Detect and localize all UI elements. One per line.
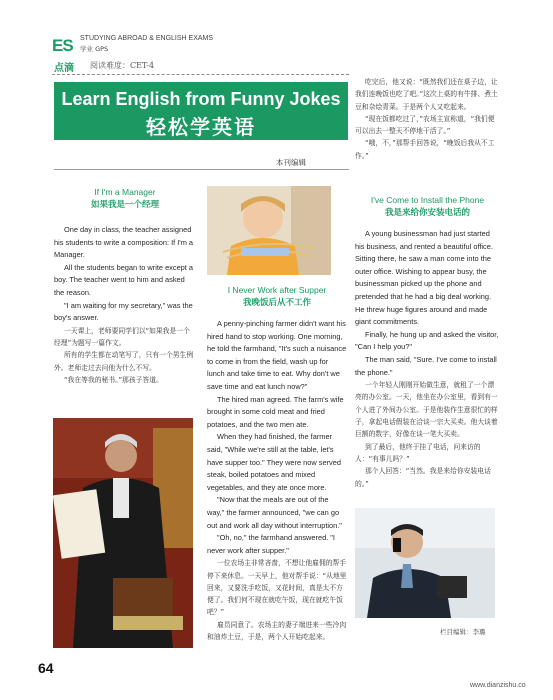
story-2-cn-paragraph: 一位农场主非常吝啬，不想让他雇佣的帮手停下来休息。一天早上，他对帮手说：“从地里回来，又要洗手吃饭，又花时间，真是太不方便了。我们何不现在就吃午饭，现在就吃午饭吧？” [207, 559, 347, 617]
child-eating-photo [207, 186, 331, 275]
story-1-cn-paragraph: 一天课上，老师要同学们以“如果我是一个经理”为题写一篇作文。 [54, 326, 190, 348]
story-2-paragraph: When they had finished, the farmer said, "While we're still at the table, let's have supper too." They were now served steak, boiled potatoes and mixed vegetables, and they ate once more. [207, 432, 341, 492]
story-2-paragraph: "Now that the meals are out of the way," the farmer announced, "we can go out and work all day without interruption." [207, 495, 342, 530]
story-2-cn-paragraph: “现在饭都吃过了，”农场主宣称道，“我们便可以出去一整天不停地干活了。” [355, 114, 495, 136]
businessman-on-phone-photo [355, 508, 495, 618]
story-2-cn-paragraph: 雇员同意了。农场主的妻子端进来一些冷肉和油炸土豆，于是，两个人开始吃起来。 [207, 620, 347, 642]
story-2-title-en: I Never Work after Supper [227, 285, 327, 295]
page-number: 64 [38, 660, 54, 676]
column-editor-credit: 栏目编辑：李璐 [440, 628, 486, 636]
story-1-paragraph: One day in class, the teacher assigned his students to write a composition: If I'm a Manager. [54, 225, 194, 260]
editor-divider [54, 169, 349, 170]
magazine-name-cn: 学业 GPS [80, 45, 109, 53]
title-banner [54, 82, 348, 140]
story-1-cn-paragraph: “我在等我的秘书。”那孩子答道。 [64, 375, 163, 384]
magazine-logo: ES [52, 36, 73, 55]
story-3-title-cn: 我是来给你安装电话的 [384, 207, 470, 217]
story-2-heading [207, 284, 347, 308]
story-3-cn-paragraph: 那个人回答：“当然。我是来给你安装电话的。” [355, 467, 491, 488]
magazine-name-en: STUDYING ABROAD & ENGLISH EXAMS [80, 35, 214, 42]
story-2 [207, 284, 347, 643]
story-2-title-cn: 我晚饭后从不工作 [242, 297, 311, 307]
story-2-paragraph: A penny-pinching farmer didn't want his hired hand to stop working. One morning, he told the farmhand, "It's such a nuisance to come in from the field, wash up for lunch and take time to eat. Why don't we save time and eat lunch now?" [207, 319, 347, 391]
story-3-cn-paragraph: 到了最后，他终于挂了电话，问来访的人：“有事儿吗？” [355, 442, 481, 463]
story-1 [54, 186, 196, 386]
story-2-continued [355, 76, 500, 162]
website: www.dianzishu.co [470, 682, 526, 689]
title-cn: 轻松学英语 [146, 115, 256, 139]
story-1-paragraph: All the students began to write except a boy. The teacher went to him and asked the reason. [54, 262, 194, 297]
story-1-title-en: If I'm a Manager [94, 187, 156, 197]
story-2-cn-paragraph: 吃完后，他又说：“既然我们还在桌子边，让我们连晚饭也吃了吧。”这次上桌的有牛排、煮土豆和杂烩青菜。于是两个人又吃起来。 [355, 78, 498, 111]
story-3-heading [355, 194, 500, 218]
story-3-paragraph: A young businessman had just started his business, and rented a beautiful office. Sitting there, he saw a man come into the outer office. Wishing to appear busy, the businessman picked up the phone and pretended that he had a big deal working. He threw huge figures around and made giant commitments. [355, 229, 493, 327]
header-divider [52, 74, 349, 75]
story-1-heading [54, 186, 196, 210]
story-3-cn-paragraph: 一个年轻人刚刚开始做生意，就租了一个漂亮的办公室。一天，他坐在办公室里，看到有一个人进了外间办公室。于是他装作生意很忙的样子，拿起电话假装在洽谈一宗大买卖。他大谈着巨额的数字，好像在谈一笔大买卖。 [355, 381, 498, 439]
title-en: Learn English from Funny Jokes [61, 89, 341, 109]
story-2-paragraph: The hired man agreed. The farm's wife brought in some cold meat and fried potatoes, and the two men ate. [207, 394, 344, 429]
story-1-cn-paragraph: 所有的学生都在动笔写了，只有一个男生例外。老师走过去问他为什么不写。 [54, 351, 194, 372]
story-3-title-en: I've Come to Install the Phone [370, 195, 485, 205]
story-2-cn-paragraph: “哦，不，”那帮手回答说，“晚饭后我从不工作。” [355, 139, 495, 160]
story-3-paragraph: Finally, he hung up and asked the visitor, "Can I help you?" [355, 329, 499, 352]
story-2-paragraph: "Oh, no," the farmhand answered. "I never work after supper." [207, 533, 335, 555]
story-3-paragraph: The man said, "Sure. I've come to install the phone." [355, 354, 497, 377]
reading-level: 阅读难度：CET-4 [90, 61, 155, 70]
old-man-reading-photo [53, 418, 193, 648]
story-3 [355, 194, 500, 490]
section-label: 点滴 [54, 63, 74, 74]
story-1-paragraph: "I am waiting for my secretary," was the boy's answer. [54, 300, 193, 323]
story-1-title-cn: 如果我是一个经理 [90, 199, 159, 209]
editor-credit: 本刊编辑 [276, 158, 306, 167]
